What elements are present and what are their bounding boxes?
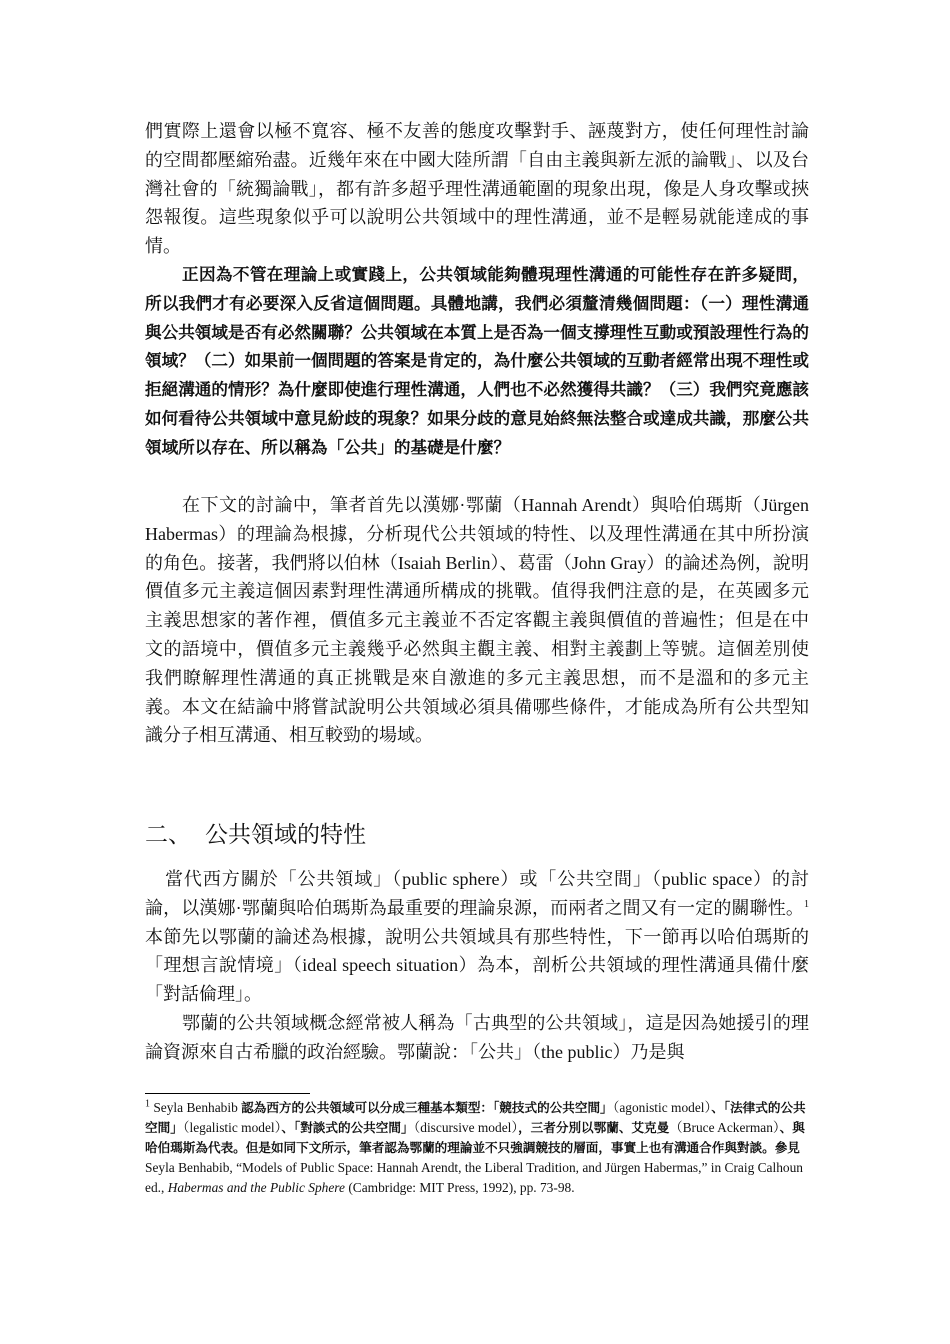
paragraph-outline: 在下文的討論中，筆者首先以漢娜·鄂蘭（Hannah Arendt）與哈伯瑪斯（Jürgen Habermas）的理論為根據，分析現代公共領域的特性、以及理性溝通在其中所扮演的角色。接著，我們將以伯林（Isaiah Berlin）、葛雷（John Gray）的論述為例，說明價值多元主義這個因素對理性溝通所構成的挑戰。值得我們注意的是，在英國多元主義思想家的著作裡，價值多元主義並不否定客觀主義與價值的普遍性；但是在中文的語境中，價值多元主義幾乎必然與主觀主義、相對主義劃上等號。這個差別使我們瞭解理性溝通的真正挑戰是來自激進的多元主義思想，而不是溫和的多元主義。本文在結論中將嘗試說明公共領域必須具備哪些條件，才能成為所有公共型知識分子相互溝通、相互較勁的場域。 <box>145 495 809 746</box>
footnote-divider <box>145 1093 310 1094</box>
section-title: 公共領域的特性 <box>205 822 366 848</box>
section-heading <box>145 816 366 849</box>
footnote-citation: (Cambridge: MIT Press, 1992), pp. 73-98. <box>344 1180 575 1195</box>
footnote-reference[interactable]: 1 <box>804 898 809 910</box>
footnote-text: 、與哈伯瑪斯為代表。但是如同下文所示，筆者認為鄂蘭的理論並不只強調競技的層面，事實上也有溝通合作與對談。參見 <box>145 1120 805 1155</box>
footnote-book-title: Habermas and the Public Sphere <box>167 1180 345 1195</box>
footnote <box>145 1098 809 1198</box>
section-number: 二、 <box>145 822 191 848</box>
footnote-text: ，三者分別以鄂蘭、艾克曼 <box>518 1120 670 1135</box>
footnote-citation: Seyla Benhabib, “Models of Public Space: Hannah Arendt, the Liberal Tradition, and Jürgen Habermas,” in Craig Calhoun ed., <box>145 1160 803 1195</box>
footnote-text: 、「法律式的公共空間」 <box>145 1100 806 1135</box>
paragraph-continuation: 們實際上還會以極不寬容、極不友善的態度攻擊對手、誣蔑對方，使任何理性討論的空間都壓縮殆盡。近幾年來在中國大陸所謂「自由主義與新左派的論戰」、以及台灣社會的「統獨論戰」，都有許多超乎理性溝通範圍的現象出現，像是人身攻擊或挾怨報復。這些現象似乎可以說明公共領域中的理性溝通，並不是輕易就能達成的事情。 <box>145 121 809 257</box>
paragraph-text: 當代西方關於「公共領域」（public sphere）或「公共空間」（public space）的討論，以漢娜·鄂蘭與哈伯瑪斯為最重要的理論泉源，而兩者之間又有一定的關聯性。 <box>145 869 809 918</box>
footnote-text: （agonistic model） <box>612 1100 712 1115</box>
paragraph-text: 本節先以鄂蘭的論述為根據，說明公共領域具有那些特性，下一節再以哈伯瑪斯的「理想言說情境」（ideal speech situation）為本，剖析公共領域的理性溝通具備什麼「對話倫理」。 <box>145 926 809 1005</box>
footnote-text: （legalistic model） <box>182 1120 282 1135</box>
footnote-text: （discursive model） <box>413 1120 519 1135</box>
footnote-text: 、「對談式的公共空間」 <box>281 1120 414 1135</box>
footnote-text: Seyla Benhabib <box>150 1100 242 1115</box>
paragraph-arendt: 鄂蘭的公共領域概念經常被人稱為「古典型的公共領域」，這是因為她援引的理論資源來自古希臘的政治經驗。鄂蘭說：「公共」（the public）乃是與 <box>145 1013 809 1062</box>
paragraph-research-questions: 正因為不管在理論上或實踐上，公共領域能夠體現理性溝通的可能性存在許多疑問，所以我們才有必要深入反省這個問題。具體地講，我們必須釐清幾個問題：（一）理性溝通與公共領域是否有必然關聯？公共領域在本質上是否為一個支撐理性互動或預設理性行為的領域？（二）如果前一個問題的答案是肯定的，為什麼公共領域的互動者經常出現不理性或拒絕溝通的情形？為什麼即使進行理性溝通，人們也不必然獲得共識？（三）我們究竟應該如何看待公共領域中意見紛歧的現象？如果分歧的意見始終無法整合或達成共識，那麼公共領域所以存在、所以稱為「公共」的基礎是什麼？ <box>145 265 809 457</box>
footnote-text: （Bruce Ackerman） <box>669 1120 780 1135</box>
paragraph-public-sphere-intro <box>145 865 809 1009</box>
footnote-marker: 1 <box>145 1098 150 1110</box>
footnote-text: 認為西方的公共領域可以分成三種基本類型：「競技式的公共空間」 <box>241 1100 613 1115</box>
